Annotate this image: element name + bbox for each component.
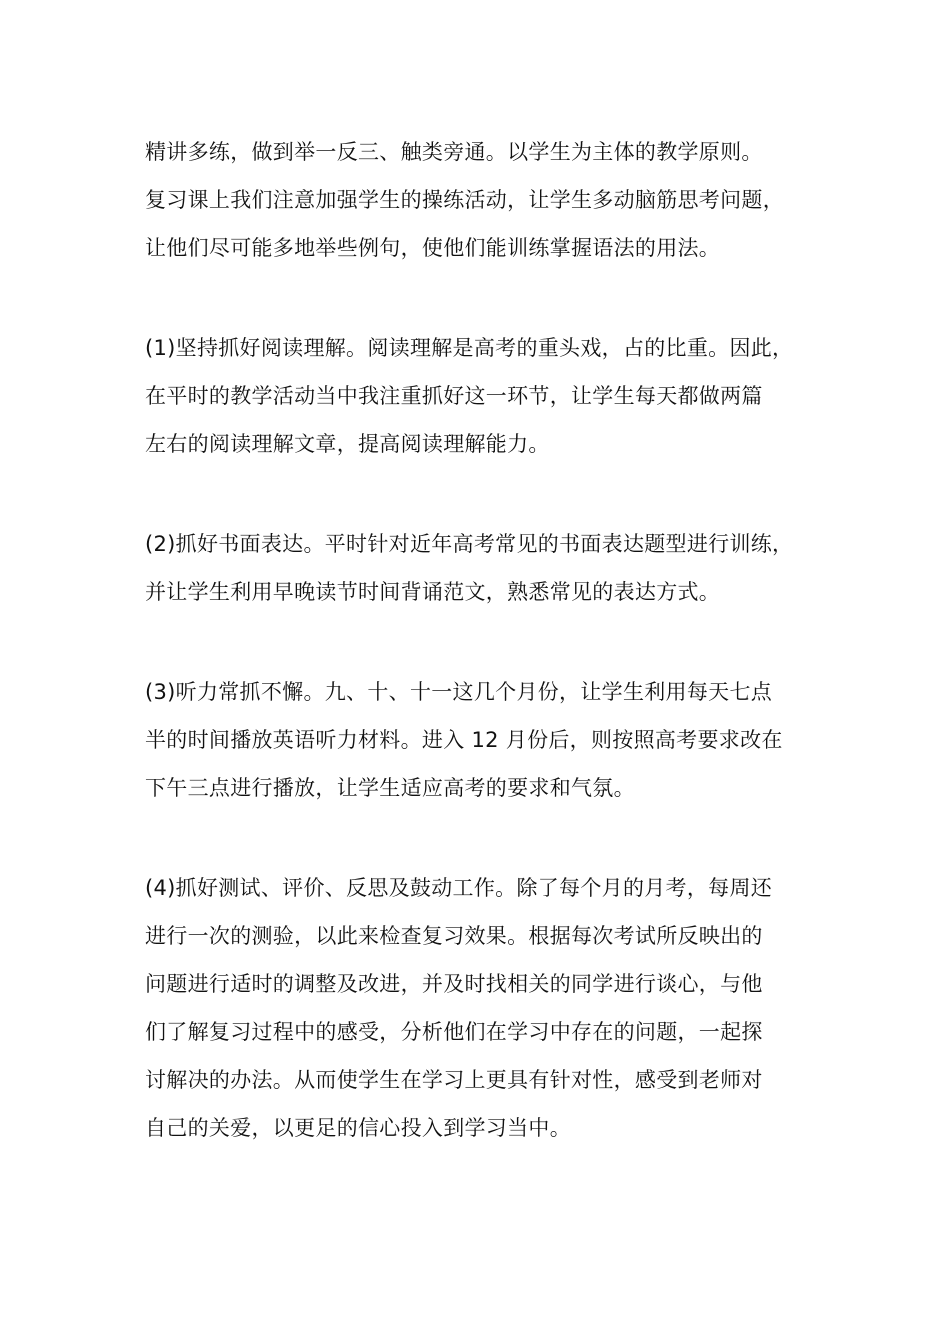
text-line: 下午三点进行播放，让学生适应高考的要求和气氛。 (145, 776, 635, 800)
text-line: 半的时间播放英语听力材料。进入 12 月份后，则按照高考要求改在 (145, 728, 783, 752)
text-line: (1)坚持抓好阅读理解。阅读理解是高考的重头戏，占的比重。因此， (145, 336, 794, 360)
text-line: 复习课上我们注意加强学生的操练活动，让学生多动脑筋思考问题， (145, 188, 784, 212)
text-line: (2)抓好书面表达。平时针对近年高考常见的书面表达题型进行训练， (145, 532, 794, 556)
document-body (145, 128, 820, 1152)
paragraph-spacer (145, 812, 820, 864)
text-line: 们了解复习过程中的感受，分析他们在学习中存在的问题，一起探 (145, 1020, 763, 1044)
text-line: 讨解决的办法。从而使学生在学习上更具有针对性，感受到老师对 (145, 1068, 763, 1092)
text-line: 自己的关爱，以更足的信心投入到学习当中。 (145, 1116, 571, 1140)
text-line: 问题进行适时的调整及改进，并及时找相关的同学进行谈心，与他 (145, 972, 763, 996)
text-line: 精讲多练，做到举一反三、触类旁通。以学生为主体的教学原则。 (145, 140, 763, 164)
text-line: (4)抓好测试、评价、反思及鼓动工作。除了每个月的月考，每周还 (145, 876, 773, 900)
text-line: 并让学生利用早晚读节时间背诵范文，熟悉常见的表达方式。 (145, 580, 721, 604)
text-line: 进行一次的测验，以此来检查复习效果。根据每次考试所反映出的 (145, 924, 763, 948)
text-line: 在平时的教学活动当中我注重抓好这一环节，让学生每天都做两篇 (145, 384, 763, 408)
paragraph-spacer (145, 272, 820, 324)
paragraph-spacer (145, 468, 820, 520)
paragraph-spacer (145, 616, 820, 668)
text-line: 左右的阅读理解文章，提高阅读理解能力。 (145, 432, 550, 456)
paragraph-5 (145, 864, 820, 1152)
paragraph-4 (145, 668, 820, 812)
paragraph-1 (145, 128, 820, 272)
text-line: 让他们尽可能多地举些例句，使他们能训练掌握语法的用法。 (145, 236, 721, 260)
paragraph-3 (145, 520, 820, 616)
text-line: (3)听力常抓不懈。九、十、十一这几个月份，让学生利用每天七点 (145, 680, 773, 704)
paragraph-2 (145, 324, 820, 468)
